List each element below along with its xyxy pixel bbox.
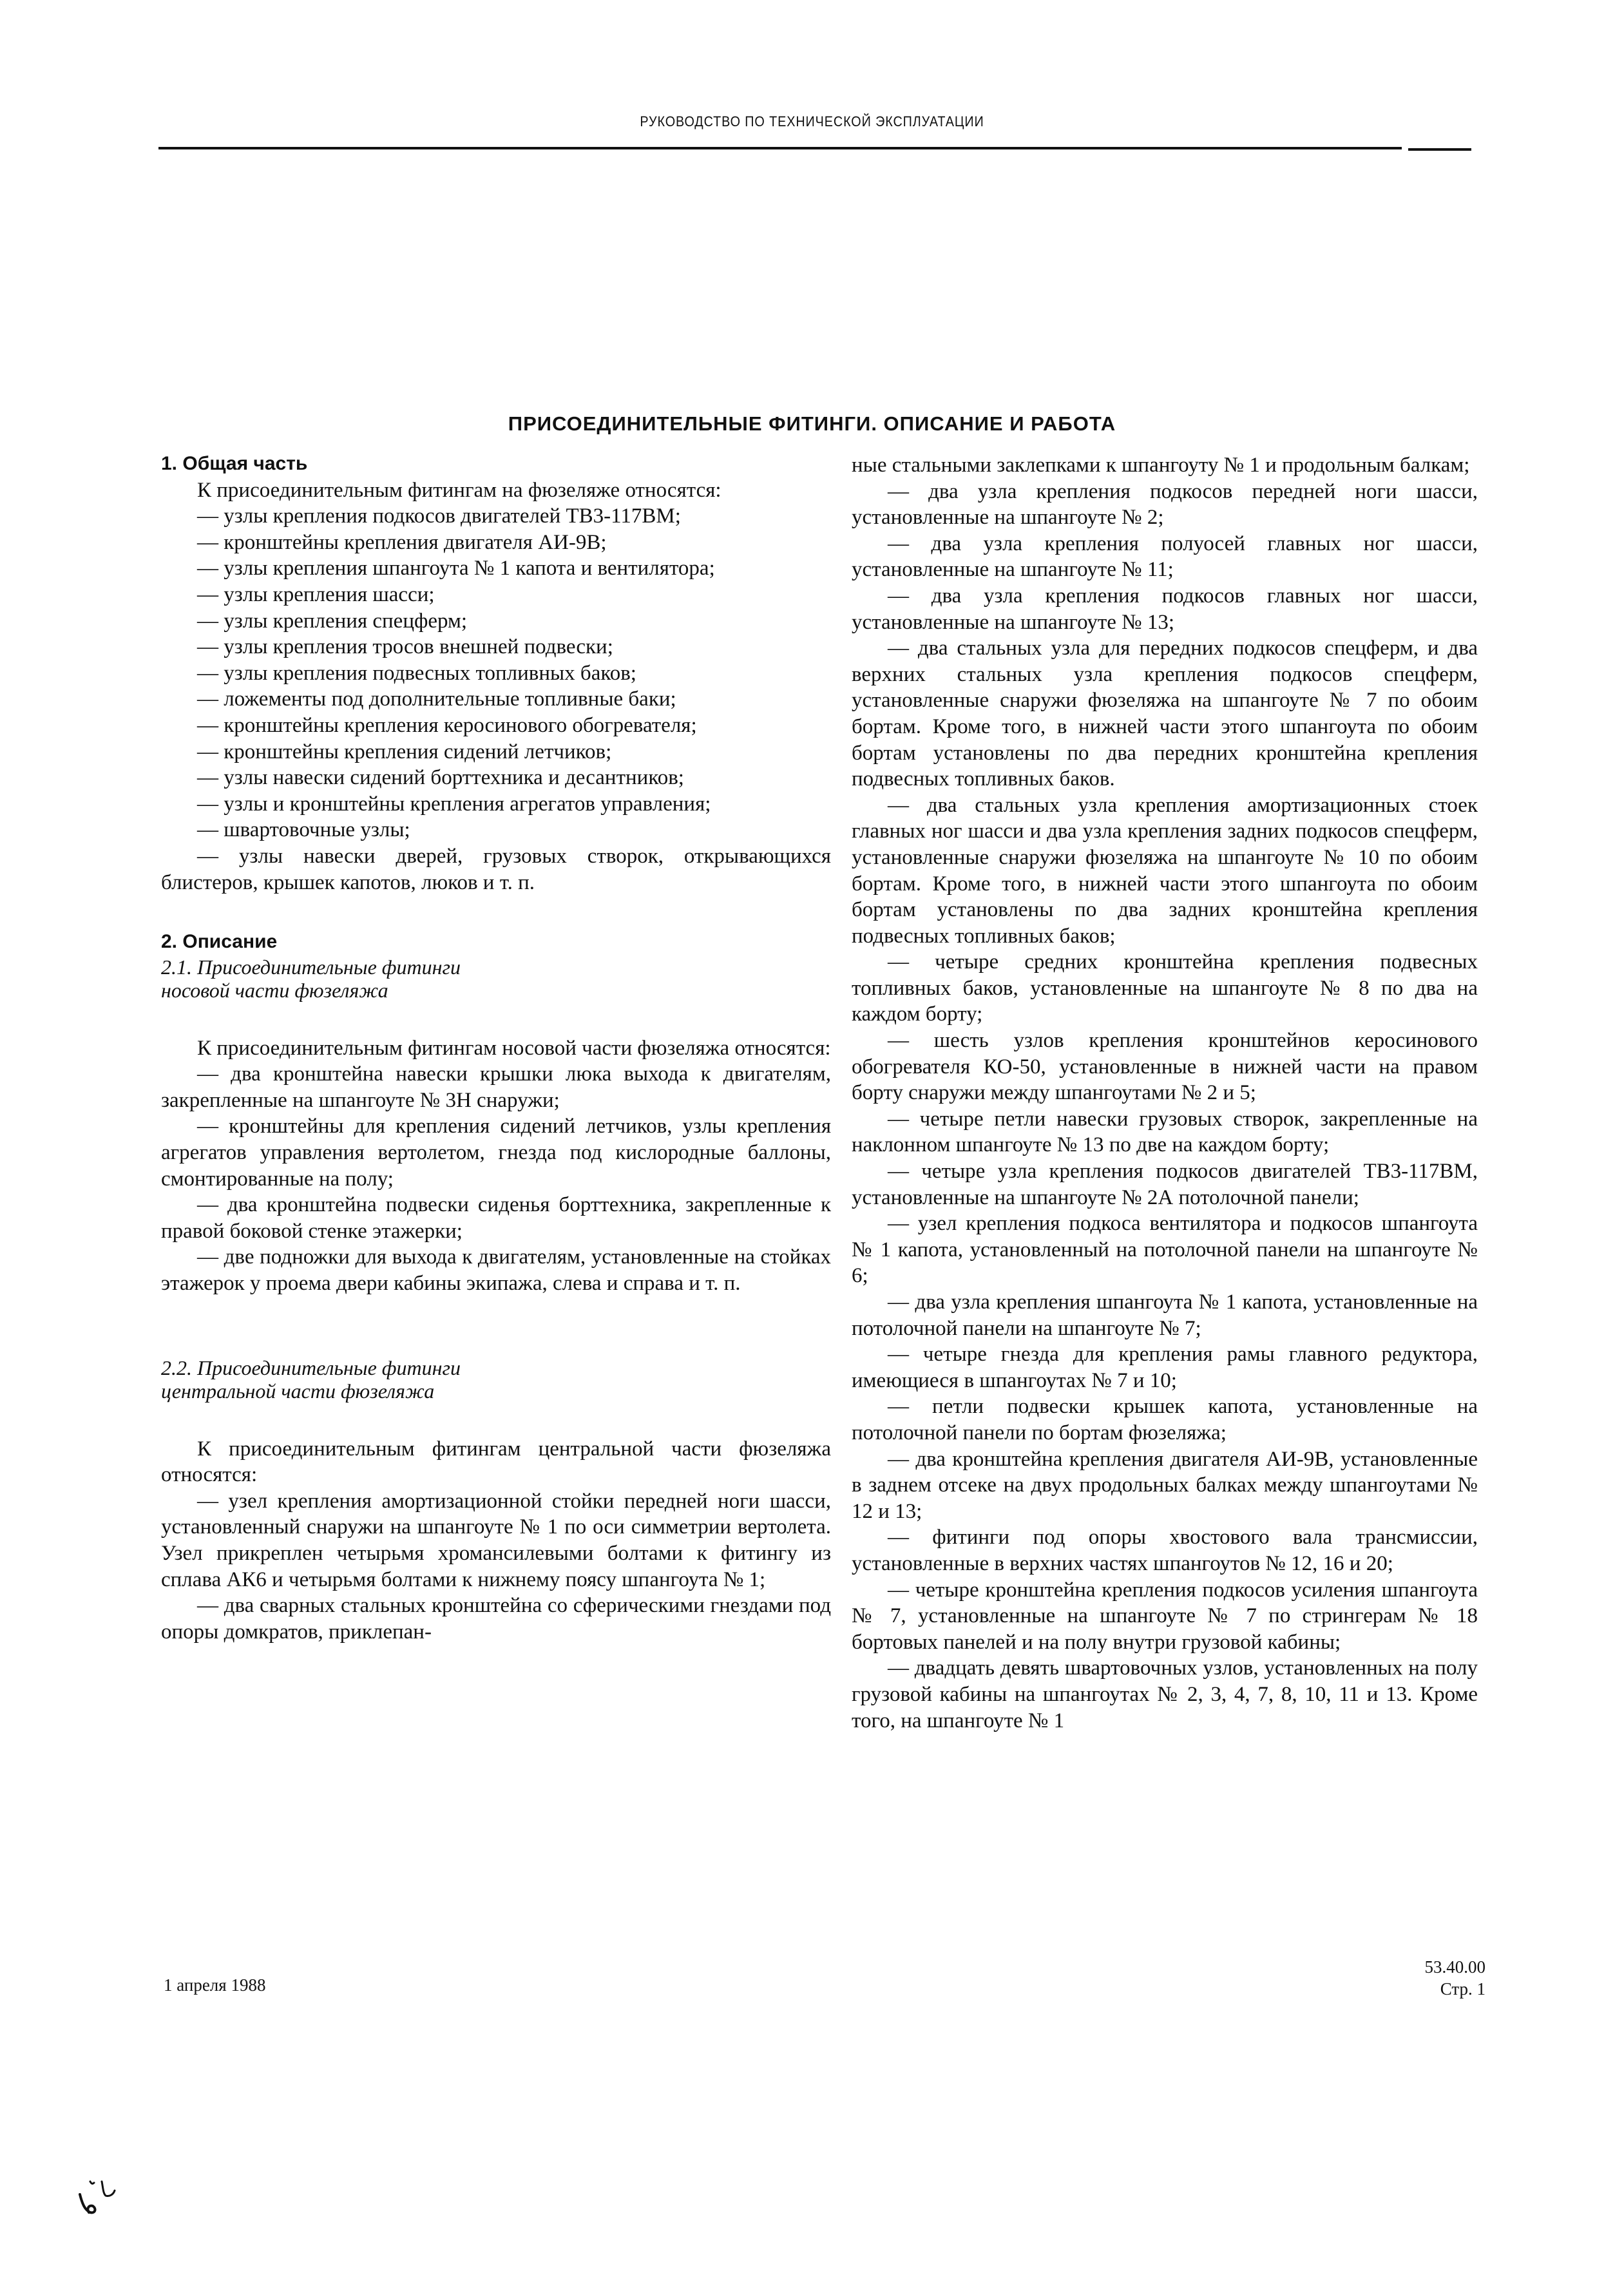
list-item: — кронштейны крепления керосинового обогревателя; [197,713,697,737]
left-column [161,451,831,1645]
list-item: — два узла крепления подкосов передней ноги шасси, установленные на шпангоуте № 2; [852,479,1478,530]
list-item: — кронштейны крепления двигателя АИ-9В; [197,530,607,554]
list-item-split-end: ные стальными заклепками к шпангоуту № 1 и продольным балкам; [852,454,1470,477]
page-number: Стр. 1 [1440,1979,1485,1999]
footer-date: 1 апреля 1988 [164,1975,266,1995]
list-item: — узлы и кронштейны крепления агрегатов управления; [197,792,711,816]
subsection-heading-center-line2: центральной части фюзеляжа [161,1379,435,1403]
list-item: — два кронштейна подвески сиденья борттехника, закрепленные к правой боковой стенке этажерки; [161,1193,831,1243]
list-item: — узлы крепления подвесных топливных баков; [197,661,636,685]
subsection-heading-nose-line2: носовой части фюзеляжа [161,978,388,1002]
list-item: — два стальных узла для передних подкосов спецферм, и два верхних стальных узла крепления подкосов спецферм, установленные снаружи фюзеляжа на шпангоуте № 7 по обоим бортам. Кроме того, в нижней части этого шпангоута по обоим бортам установлены по два передних кронштейна крепления подвесных топливных баков. [852,637,1478,791]
header-rule [158,147,1402,149]
right-column [852,452,1478,1734]
list-item: — кронштейны крепления сидений летчиков; [197,740,612,763]
list-item: — два узла крепления шпангоута № 1 капота, установленные на потолочной панели на шпангоуте № 7; [852,1290,1478,1340]
list-item: — двадцать девять швартовочных узлов, установленных на полу грузовой кабины на шпангоутах № 2, 3, 4, 7, 8, 10, 11 и 13. Кроме того, на шпангоуте № 1 [852,1656,1478,1732]
header-rule-end [1408,148,1471,151]
list-item: — узлы крепления тросов внешней подвески; [197,635,613,659]
list-item: — кронштейны для крепления сидений летчиков, узлы крепления агрегатов управления вертолетом, гнезда под кислородные баллоны, смонтированные на полу; [161,1115,831,1191]
paragraph: К присоединительным фитингам на фюзеляже относятся: [197,478,721,502]
list-item: — узлы крепления шасси; [197,582,435,606]
list-item: — четыре узла крепления подкосов двигателей ТВ3-117ВМ, установленные на шпангоуте № 2А потолочной панели; [852,1160,1478,1209]
list-item: — узлы крепления шпангоута № 1 капота и вентилятора; [197,557,715,580]
paragraph: К присоединительным фитингам носовой части фюзеляжа относятся: [197,1036,831,1060]
list-item: — два кронштейна навески крышки люка выхода к двигателям, закрепленные на шпангоуте № 3Н снаружи; [161,1062,831,1112]
list-item: — швартовочные узлы; [197,818,410,842]
list-item: — петли подвески крышек капота, установленные на потолочной панели по бортам фюзеляжа; [852,1395,1478,1444]
list-item: — узлы крепления подкосов двигателей ТВ3-117ВМ; [197,504,681,528]
document-code: 53.40.00 [1424,1957,1485,1977]
subsection-heading-nose: 2.1. Присоединительные фитинги [161,955,461,979]
list-item: — узлы крепления спецферм; [197,609,468,633]
list-item: — два стальных узла крепления амортизационных стоек главных ног шасси и два узла крепления задних подкосов спецферм, установленные снаружи фюзеляжа на шпангоуте № 10 по обоим бортам. Кроме того, в нижней части этого шпангоута по обоим бортам установлены по два задних кронштейна крепления подвесных топливных баков; [852,793,1478,948]
section-heading-general: 1. Общая часть [161,453,308,474]
list-item: — узлы навески дверей, грузовых створок, открывающихся блистеров, крышек капотов, люков и т. п. [161,844,831,894]
list-item-split-start: — два сварных стальных кронштейна со сферическими гнездами под опоры домкратов, приклепан- [161,1594,831,1644]
list-item: — четыре гнезда для крепления рамы главного редуктора, имеющиеся в шпангоутах № 7 и 10; [852,1343,1478,1392]
subsection-heading-center: 2.2. Присоединительные фитинги [161,1356,461,1379]
list-item: — два узла крепления полуосей главных ног шасси, установленные на шпангоуте № 11; [852,532,1478,582]
list-item: — узлы навески сидений борттехника и десантников; [197,766,684,790]
list-item: — шесть узлов крепления кронштейнов керосинового обогревателя КО-50, установленные в нижней части на правом борту снаружи между шпангоутами № 2 и 5; [852,1029,1478,1105]
footer-page-info [1425,1956,1486,2000]
list-item: — четыре кронштейна крепления подкосов усиления шпангоута № 7, установленные на шпангоуте № 7 по стрингерам № 18 бортовых панелей и на полу внутри грузовой кабины; [852,1578,1478,1654]
running-header: РУКОВОДСТВО ПО ТЕХНИЧЕСКОЙ ЭКСПЛУАТАЦИИ [640,113,984,129]
list-item: — фитинги под опоры хвостового вала трансмиссии, установленные в верхних частях шпангоутов № 12, 16 и 20; [852,1526,1478,1575]
list-item: — узел крепления подкоса вентилятора и подкосов шпангоута № 1 капота, установленный на потолочной панели на шпангоуте № 6; [852,1212,1478,1288]
list-item: — две подножки для выхода к двигателям, установленные на стойках этажерок у проема двери кабины экипажа, слева и справа и т. п. [161,1245,831,1296]
section-heading-description: 2. Описание [161,931,278,953]
list-item: — два узла крепления подкосов главных ног шасси, установленные на шпангоуте № 13; [852,584,1478,634]
list-item: — узел крепления амортизационной стойки передней ноги шасси, установленный снаружи на шпангоуте № 1 по оси симметрии вертолета. Узел прикреплен четырьмя хромансилевыми болтами к фитингу из сплава АК6 и четырьмя болтами к нижнему поясу шпангоута № 1; [161,1489,831,1591]
handwritten-mark [71,2180,122,2225]
list-item: — ложементы под дополнительные топливные баки; [197,687,676,711]
document-title: ПРИСОЕДИНИТЕЛЬНЫЕ ФИТИНГИ. ОПИСАНИЕ И РАБОТА [508,412,1116,435]
list-item: — два кронштейна крепления двигателя АИ-9В, установленные в заднем отсеке на двух продольных балках между шпангоутами № 12 и 13; [852,1447,1478,1523]
list-item: — четыре средних кронштейна крепления подвесных топливных баков, установленные на шпангоуте № 8 по два на каждом борту; [852,950,1478,1026]
paragraph: К присоединительным фитингам центральной части фюзеляжа относятся: [161,1437,831,1487]
list-item: — четыре петли навески грузовых створок, закрепленные на наклонном шпангоуте № 13 по две на каждом борту; [852,1107,1478,1157]
